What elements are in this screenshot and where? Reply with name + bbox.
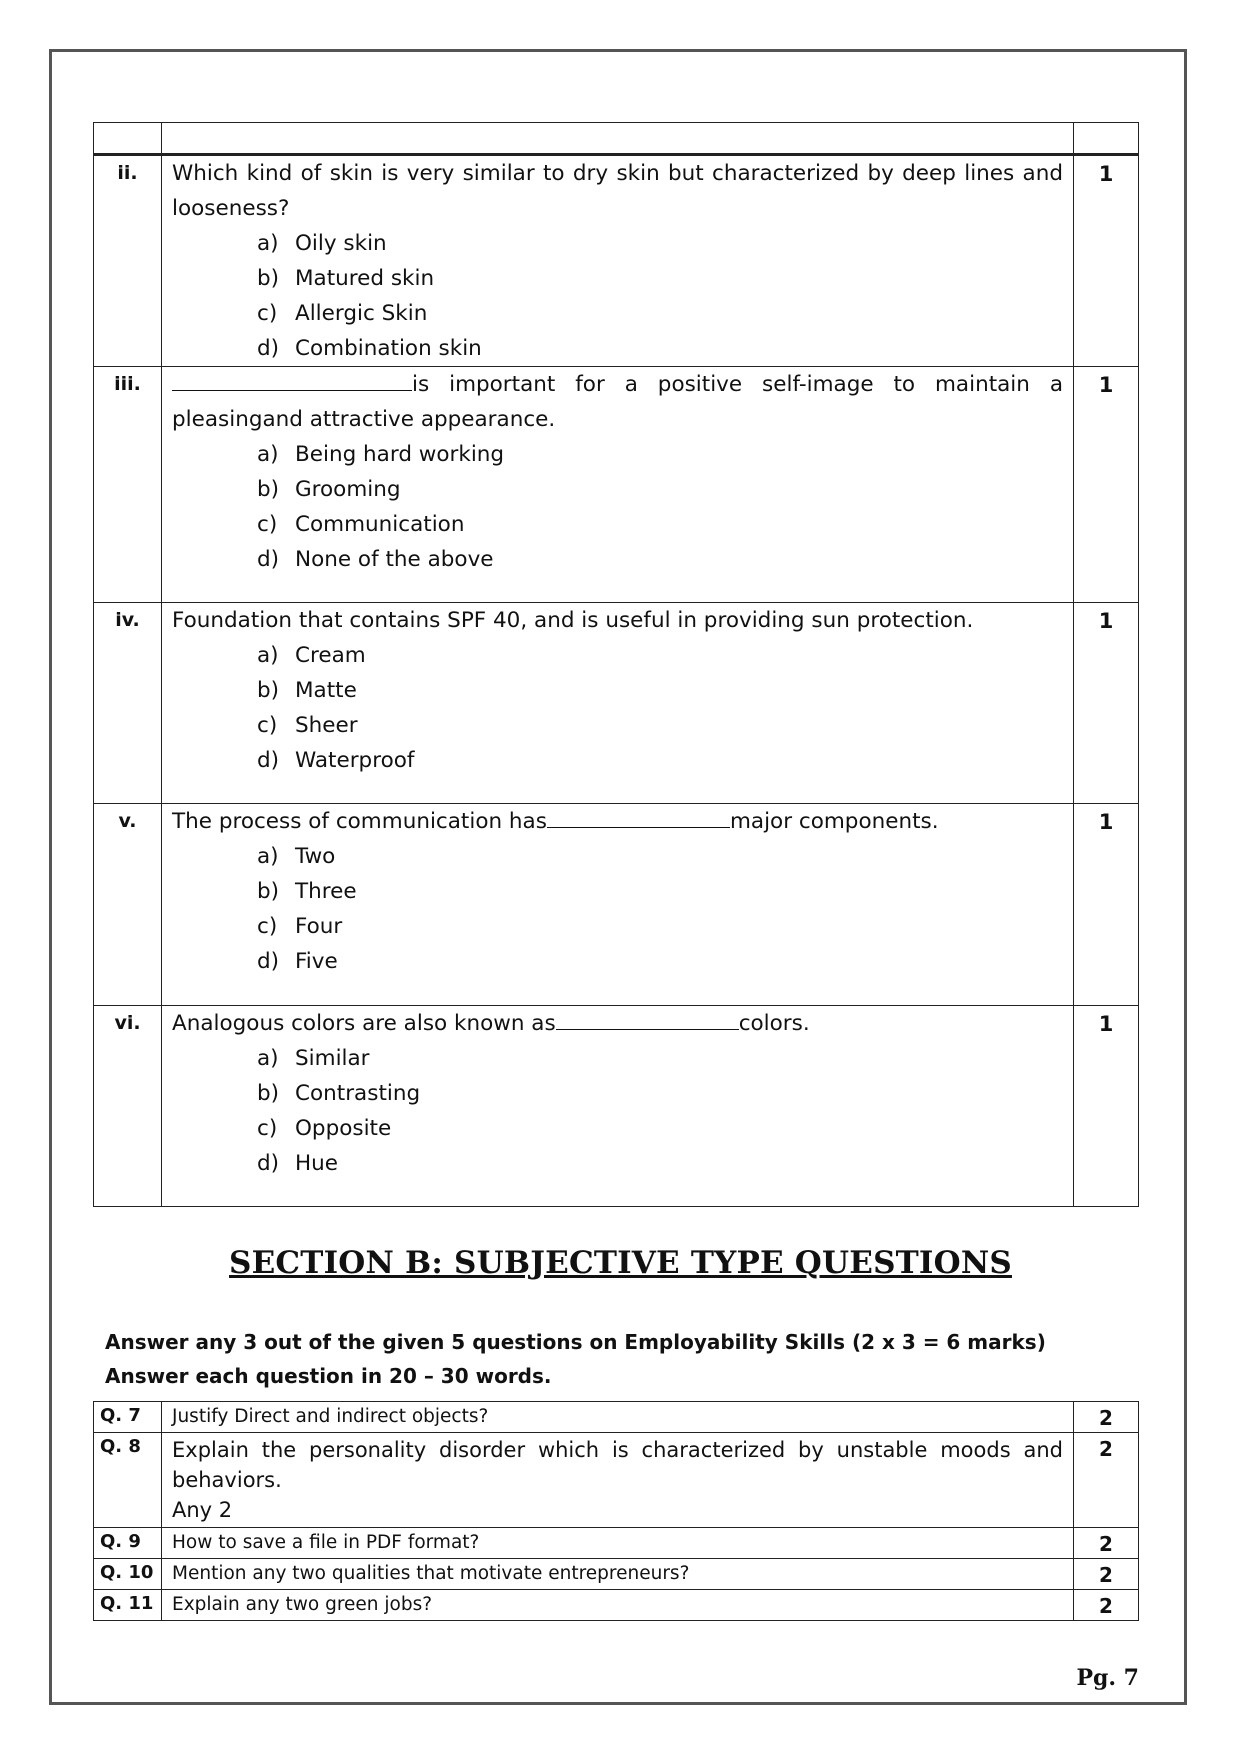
question-number: iii.: [94, 367, 162, 603]
question-body: [162, 367, 1074, 603]
fill-in-blank: [172, 370, 412, 391]
question-text: Explain the personality disorder which is characterized by unstable moods and behaviors.: [172, 1438, 1063, 1492]
option: c) Communication: [257, 512, 465, 537]
question-row: [94, 1433, 1139, 1528]
question-number: v.: [94, 804, 162, 1006]
question-text: Mention any two qualities that motivate entrepreneurs?: [162, 1559, 1074, 1590]
question-text: How to save a file in PDF format?: [162, 1528, 1074, 1559]
question-row: [94, 1559, 1139, 1590]
question-text: Justify Direct and indirect objects?: [162, 1402, 1074, 1433]
option: c) Allergic Skin: [257, 301, 428, 326]
fill-in-blank: [547, 807, 730, 828]
question-number: Q. 9: [94, 1528, 162, 1559]
question-number: ii.: [94, 155, 162, 367]
option: c) Four: [257, 914, 343, 939]
options-list: [172, 1041, 1063, 1181]
subjective-questions-table: [93, 1401, 1139, 1621]
option: a) Cream: [257, 643, 366, 668]
option: a) Similar: [257, 1046, 370, 1071]
question-number: Q. 8: [94, 1433, 162, 1528]
option: c) Sheer: [257, 713, 358, 738]
question-stem: The process of communication has major components.: [172, 809, 939, 834]
marks: 2: [1074, 1433, 1139, 1528]
question-stem: Which kind of skin is very similar to dry skin but characterized by deep lines and looseness?: [172, 161, 1063, 221]
options-list: [172, 226, 1063, 366]
question-body: [162, 1433, 1074, 1528]
option: a) Two: [257, 844, 336, 869]
question-number: Q. 10: [94, 1559, 162, 1590]
marks: 1: [1074, 367, 1139, 603]
question-text: Explain any two green jobs?: [162, 1590, 1074, 1621]
option: a) Being hard working: [257, 442, 505, 467]
marks: 1: [1074, 804, 1139, 1006]
option: b) Three: [257, 879, 357, 904]
instruction-line: Answer each question in 20 – 30 words.: [105, 1364, 552, 1388]
page-number: Pg. 7: [1076, 1665, 1139, 1691]
option: d) Combination skin: [257, 336, 482, 361]
question-number: vi.: [94, 1006, 162, 1207]
question-stem: Analogous colors are also known as colors.: [172, 1011, 810, 1036]
question-stem: Foundation that contains SPF 40, and is useful in providing sun protection.: [172, 608, 974, 633]
option: a) Oily skin: [257, 231, 387, 256]
option: d) Five: [257, 949, 338, 974]
question-number: iv.: [94, 603, 162, 804]
marks: 2: [1074, 1559, 1139, 1590]
option: b) Grooming: [257, 477, 401, 502]
section-title: SECTION B: SUBJECTIVE TYPE QUESTIONS: [229, 1245, 1012, 1281]
question-body: [162, 804, 1074, 1006]
question-number: Q. 7: [94, 1402, 162, 1433]
question-row: [94, 367, 1139, 603]
table-row: [94, 123, 1139, 155]
marks: 2: [1074, 1590, 1139, 1621]
question-row: [94, 1402, 1139, 1433]
marks: 2: [1074, 1528, 1139, 1559]
option: d) Hue: [257, 1151, 339, 1176]
question-note: Any 2: [172, 1498, 233, 1522]
fill-in-blank: [556, 1009, 739, 1030]
question-row: [94, 155, 1139, 367]
options-list: [172, 437, 1063, 577]
marks: 2: [1074, 1402, 1139, 1433]
option: d) None of the above: [257, 547, 494, 572]
option: b) Contrasting: [257, 1081, 421, 1106]
question-row: [94, 1528, 1139, 1559]
question-body: [162, 155, 1074, 367]
question-body: [162, 1006, 1074, 1207]
marks: 1: [1074, 603, 1139, 804]
option: b) Matured skin: [257, 266, 435, 291]
option: d) Waterproof: [257, 748, 415, 773]
question-stem: is important for a positive self-image to maintain a pleasingand attractive appearance.: [172, 372, 1063, 432]
question-number: Q. 11: [94, 1590, 162, 1621]
marks: 1: [1074, 155, 1139, 367]
option: c) Opposite: [257, 1116, 392, 1141]
mcq-table: [93, 122, 1139, 1207]
marks: 1: [1074, 1006, 1139, 1207]
question-row: [94, 1006, 1139, 1207]
question-row: [94, 804, 1139, 1006]
options-list: [172, 638, 1063, 778]
question-row: [94, 1590, 1139, 1621]
question-row: [94, 603, 1139, 804]
option: b) Matte: [257, 678, 357, 703]
options-list: [172, 839, 1063, 979]
instruction-line: Answer any 3 out of the given 5 questions on Employability Skills (2 x 3 = 6 marks): [105, 1330, 1046, 1354]
question-body: [162, 603, 1074, 804]
